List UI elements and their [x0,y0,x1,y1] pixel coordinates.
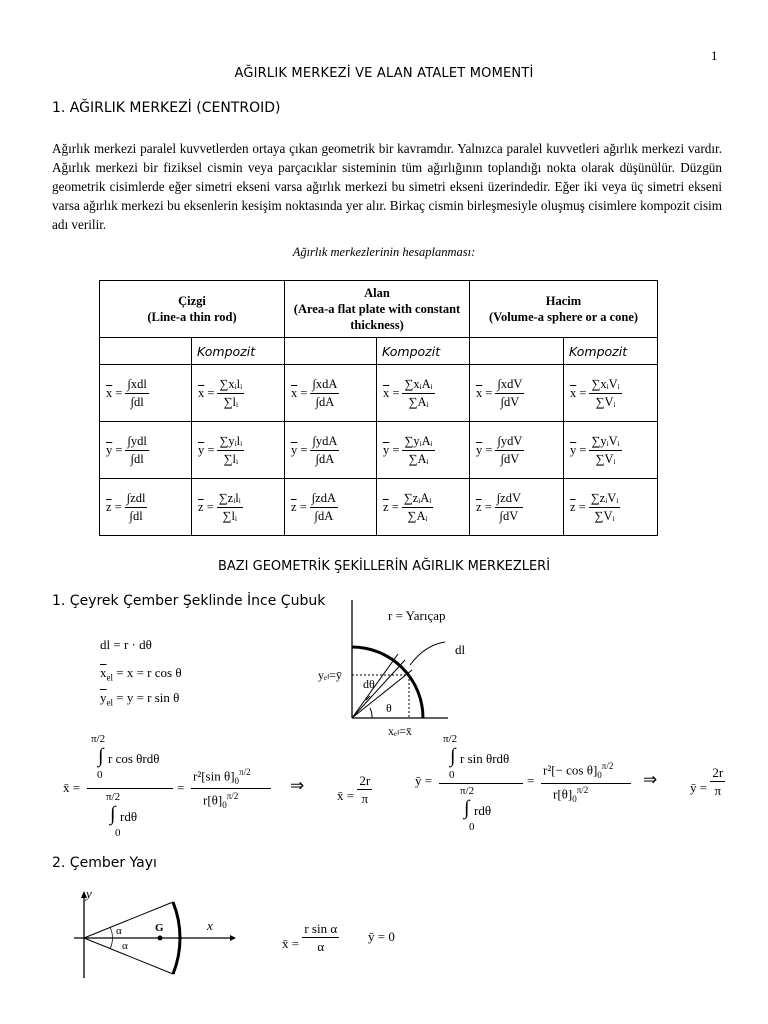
formula-cell-line-sum: $\overline{y}$ = $\frac{\text{∑yᵢlᵢ}}{\text{∑lᵢ}}$ [192,422,285,479]
header-area [285,281,470,338]
ybar-num-lower: 0 [449,769,455,781]
formula-numerator: ∫ydV [495,433,524,451]
formula-denominator: ∫dA [315,451,335,466]
formula-numerator: ∑zᵢlᵢ [217,490,243,508]
ybar-den-lower: 0 [469,821,475,833]
formula-denominator: ∑lᵢ [223,394,239,409]
formula-denominator: ∑lᵢ [223,451,239,466]
xel-subscript: el [106,672,113,683]
empty-cell [285,338,377,365]
ybar-mid-den-hi: π/2 [576,785,589,795]
formula-denominator: ∫dV [500,394,520,409]
xbar-num-lower: 0 [97,769,103,781]
formula-numerator: ∑xᵢVᵢ [589,376,621,394]
formula-numerator: ∑yᵢVᵢ [589,433,621,451]
table-row [100,365,658,422]
formula-cell-line-sum: $\overline{x}$ = $\frac{\text{∑xᵢlᵢ}}{\text{∑lᵢ}}$ [192,365,285,422]
empty-cell [100,338,192,365]
formula-numerator: ∫zdV [495,490,523,508]
table-row [100,479,658,536]
formula-cell-line-int: $\overline{x}$ = $\frac{\text{∫xdl}}{\int dl}$ [100,365,192,422]
formula-denominator: ∑Aᵢ [408,451,429,466]
centroid-var: $\overline{z}$ [291,499,297,514]
arc-ybar-value: = 0 [377,929,395,944]
formula-cell-area-sum: $\overline{y}$ = $\frac{\text{∑yᵢAᵢ}}{\text{∑Aᵢ}}$ [377,422,470,479]
ybar-mid-den: r[θ] [553,786,573,802]
empty-cell [470,338,564,365]
xbar-mid-den: r[θ] [203,792,223,808]
formula-cell-vol-int: $\overline{x}$ = $\frac{\text{∫xdV}}{\int dV}$ [470,365,564,422]
centroid-table [99,280,658,536]
centroid-var: $\overline{x}$ [476,385,483,400]
fig1-dtheta-label: dθ [363,677,375,691]
formula-denominator: ∫dV [500,451,520,466]
centroid-var: $\overline{z}$ [570,499,576,514]
formula-denominator: ∫dV [499,508,519,523]
xbar-num-upper: π/2 [91,733,106,745]
fig1-xel-label: xₑₗ=x̄ [388,724,412,738]
xbar-den-integrand: rdθ [120,809,138,824]
header-line-sub: (Line-a thin rod) [147,310,237,324]
xbar-result-num: 2r [359,773,371,788]
centroid-var: $\overline{x}$ [570,385,577,400]
yel-rhs: = y = r sin θ [116,690,180,705]
ybar-mid-num: r²[− cos θ] [543,762,598,778]
header-volume-title: Hacim [545,294,582,308]
formula-numerator: ∑xᵢlᵢ [217,376,244,394]
xbar-mid-den-hi: π/2 [226,791,239,801]
header-area-title: Alan [364,286,390,300]
quarter-circle-figure [300,590,500,740]
xbar-integral: x̄ = π/2 ∫ r cos θrdθ 0 π/2 ∫ rdθ 0 = r²[sin $\theta]_0^{\pi/2}$ $r[\theta]_0^{\pi/2}$ [63,733,273,843]
formula-denominator: ∫dl [130,451,144,466]
page-number: 1 [711,48,718,63]
xbar-den-lower: 0 [115,827,121,839]
ybar-mid-num-hi: π/2 [601,761,614,771]
radius-line-2 [352,670,412,718]
centroid-var: $\overline{y}$ [291,442,298,457]
sub2-heading: 2. Çember Yayı [52,855,157,871]
formula-cell-area-int: $\overline{y}$ = $\frac{\text{∫ydA}}{\int dA}$ [285,422,377,479]
formula-denominator: ∑Vᵢ [594,508,615,523]
dl-leader [410,642,445,665]
centroid-var: $\overline{z}$ [476,499,482,514]
theta-arc [370,708,372,718]
formula-cell-line-int: $\overline{y}$ = $\frac{\text{∫ydl}}{\int dl}$ [100,422,192,479]
centroid-var: $\overline{y}$ [383,442,390,457]
formula-numerator: ∫ydA [310,433,339,451]
formula-denominator: ∑Aᵢ [407,508,428,523]
formula-numerator: ∫zdl [125,490,148,508]
centroid-var: $\overline{z}$ [383,499,389,514]
formula-denominator: ∫dl [130,394,144,409]
centroid-var: $\overline{x}$ [106,385,113,400]
arc-radius-bottom [84,938,173,974]
ybar-result-num: 2r [712,765,724,780]
formula-numerator: ∑zᵢAᵢ [402,490,434,508]
ybar-num-integrand: r sin θrdθ [460,751,510,766]
formula-denominator: ∫dl [129,508,143,523]
formula-numerator: ∫xdl [125,376,148,394]
centroid-point [158,936,163,941]
formula-cell-area-int: $\overline{x}$ = $\frac{\text{∫xdA}}{\int dA}$ [285,365,377,422]
centroid-var: $\overline{z}$ [198,499,204,514]
centroid-var: $\overline{z}$ [106,499,112,514]
formula-cell-line-sum: $\overline{z}$ = $\frac{\text{∑zᵢlᵢ}}{\text{∑lᵢ}}$ [192,479,285,536]
formula-cell-vol-sum: $\overline{x}$ = $\frac{\text{∑xᵢVᵢ}}{\text{∑Vᵢ}}$ [564,365,658,422]
xel-rhs: = x = r cos θ [116,665,182,680]
section2-title: BAZI GEOMETRİK ŞEKİLLERİN AĞIRLIK MERKEZLERİ [217,559,551,574]
section1-heading: 1. AĞIRLIK MERKEZİ (CENTROID) [52,100,281,116]
formula-denominator: ∑Vᵢ [595,394,616,409]
formula-cell-area-sum: $\overline{x}$ = $\frac{\text{∑xᵢAᵢ}}{\text{∑Aᵢ}}$ [377,365,470,422]
fig2-alpha-top: α [116,925,122,937]
header-line [100,281,285,338]
implies-1: ⇒ [290,776,305,795]
fig1-r-label: r = Yarıçap [388,608,446,623]
ybar-integral: ȳ = π/2 ∫ r sin θrdθ 0 π/2 ∫ rdθ 0 = $r^2[- \cos \theta]_0^{\pi/2}$ $r[\theta]_0^{\pi/2}$ [415,733,635,843]
arc-xbar-den: α [317,939,325,954]
formula-numerator: ∫ydl [125,433,148,451]
xbar-result: x̄ = $\frac{2r}{\pi}$ [337,773,371,806]
ybar-den-upper: π/2 [460,785,475,797]
xbar-den-upper: π/2 [106,791,121,803]
centroid-var: $\overline{x}$ [198,385,205,400]
fig1-yel-label: yₑₗ=ȳ [318,668,342,682]
table-caption: Ağırlık merkezlerinin hesaplanması: [292,245,476,259]
arc-ybar-formula: ȳ = 0 [368,929,395,944]
header-volume-sub: (Volume-a sphere or a cone) [488,310,639,324]
radius-line-1 [352,660,405,718]
sub1-heading: 1. Çeyrek Çember Şeklinde İnce Çubuk [52,593,326,609]
formula-denominator: ∫dA [315,394,335,409]
formula-numerator: ∫xdV [495,376,524,394]
centroid-var: $\overline{y}$ [570,442,577,457]
xbar-mid-num-lo: 0 [234,775,240,786]
formula-denominator: ∑lᵢ [222,508,237,523]
circular-arc-figure [60,878,240,988]
formula-cell-vol-sum: $\overline{z}$ = $\frac{\text{∑zᵢVᵢ}}{\text{∑Vᵢ}}$ [564,479,658,536]
centroid-var: $\overline{y}$ [106,442,113,457]
komposit-label: Kompozit [564,338,658,365]
formula-cell-vol-sum: $\overline{y}$ = $\frac{\text{∑yᵢVᵢ}}{\text{∑Vᵢ}}$ [564,422,658,479]
formula-cell-vol-int: $\overline{y}$ = $\frac{\text{∫ydV}}{\int dV}$ [470,422,564,479]
table-row [100,422,658,479]
header-area-sub: (Area-a flat plate with constant thickness) [293,302,461,332]
ybar-result: ȳ = $\frac{2r}{\pi}$ [690,765,724,798]
formula-numerator: ∑yᵢAᵢ [402,433,434,451]
fig2-x-label: x [207,918,213,933]
formula-cell-vol-int: $\overline{z}$ = $\frac{\text{∫zdV}}{\int dV}$ [470,479,564,536]
ybar-mid-num-lo: 0 [597,769,602,780]
formula-denominator: ∫dA [314,508,334,523]
formula-numerator: ∑yᵢlᵢ [217,433,244,451]
formula-cell-line-int: $\overline{z}$ = $\frac{\text{∫zdl}}{\int dl}$ [100,479,192,536]
formula-numerator: ∫xdA [310,376,339,394]
fig1-dl-label: dl [455,642,466,657]
dl-equation: dl = r · dθ [100,637,152,652]
formula-numerator: ∑zᵢVᵢ [589,490,621,508]
header-line-title: Çizgi [178,294,206,308]
ybar-result-den: π [714,783,722,798]
ybar-num-upper: π/2 [443,733,458,745]
xbar-result-den: π [361,791,369,806]
formula-cell-area-sum: $\overline{z}$ = $\frac{\text{∑zᵢAᵢ}}{\text{∑Aᵢ}}$ [377,479,470,536]
centroid-var: $\overline{x}$ [383,385,390,400]
arc-xbar-formula: x̄ = $\frac{\text{r sin α}}{\alpha}$ [282,921,338,954]
fig2-G-label: G [155,922,164,934]
ybar-mid-den-lo: 0 [572,793,577,804]
intro-paragraph: Ağırlık merkezi paralel kuvvetlerden ortaya çıkan geometrik bir kavramdır. Yalnızca paralel kuvvetleri ağırlık merkezi vardır. Ağırlık merkezi bir fiziksel cismin veya parçacıklar sisteminin tüm ağırlığının toplandığı nokta olarak düşünülür. Düzgün geometrik cisimlerde eğer simetri ekseni varsa ağırlık merkezi bu simetri ekseni üzerindedir. Eğer iki veya üç simetri ekseni varsa ağırlık merkezi bu eksenlerin kesişim noktasında yer alır. Birkaç cismin birleşmesiyle oluşmuş cisimlere kompozit cisim adı verilir. [52,141,722,232]
yel-subscript: el [106,697,113,708]
centroid-var: $\overline{x}$ [291,385,298,400]
fig2-alpha-bottom: α [122,940,128,952]
header-volume [470,281,658,338]
xbar-mid-den-lo: 0 [222,799,227,810]
formula-denominator: ∑Vᵢ [595,451,616,466]
centroid-var: $\overline{y}$ [198,442,205,457]
komposit-label: Kompozit [192,338,285,365]
centroid-var: $\overline{y}$ [476,442,483,457]
arc-xbar-num: r sin α [304,921,338,936]
fig1-theta-label: θ [386,701,392,715]
main-title: AĞIRLIK MERKEZİ VE ALAN ATALET MOMENTİ [234,66,534,81]
formula-cell-area-int: $\overline{z}$ = $\frac{\text{∫zdA}}{\int dA}$ [285,479,377,536]
implies-2: ⇒ [643,770,658,789]
xbar-num-integrand: r cos θrdθ [108,751,160,766]
formula-numerator: ∑xᵢAᵢ [402,376,434,394]
formula-numerator: ∫zdA [310,490,338,508]
xel-symbol: $\overline{x}$ [100,665,107,680]
xbar-mid-num-hi: π/2 [239,767,251,777]
formula-denominator: ∑Aᵢ [408,394,429,409]
ybar-den-integrand: rdθ [474,803,492,818]
yel-equation: $\overline{y}_{el} = y = r$ sin θ [100,690,180,708]
komposit-label: Kompozit [377,338,470,365]
xel-equation [100,665,182,683]
xbar-mid-num: r²[sin θ] [193,768,235,784]
fig2-y-label: y [86,886,92,901]
